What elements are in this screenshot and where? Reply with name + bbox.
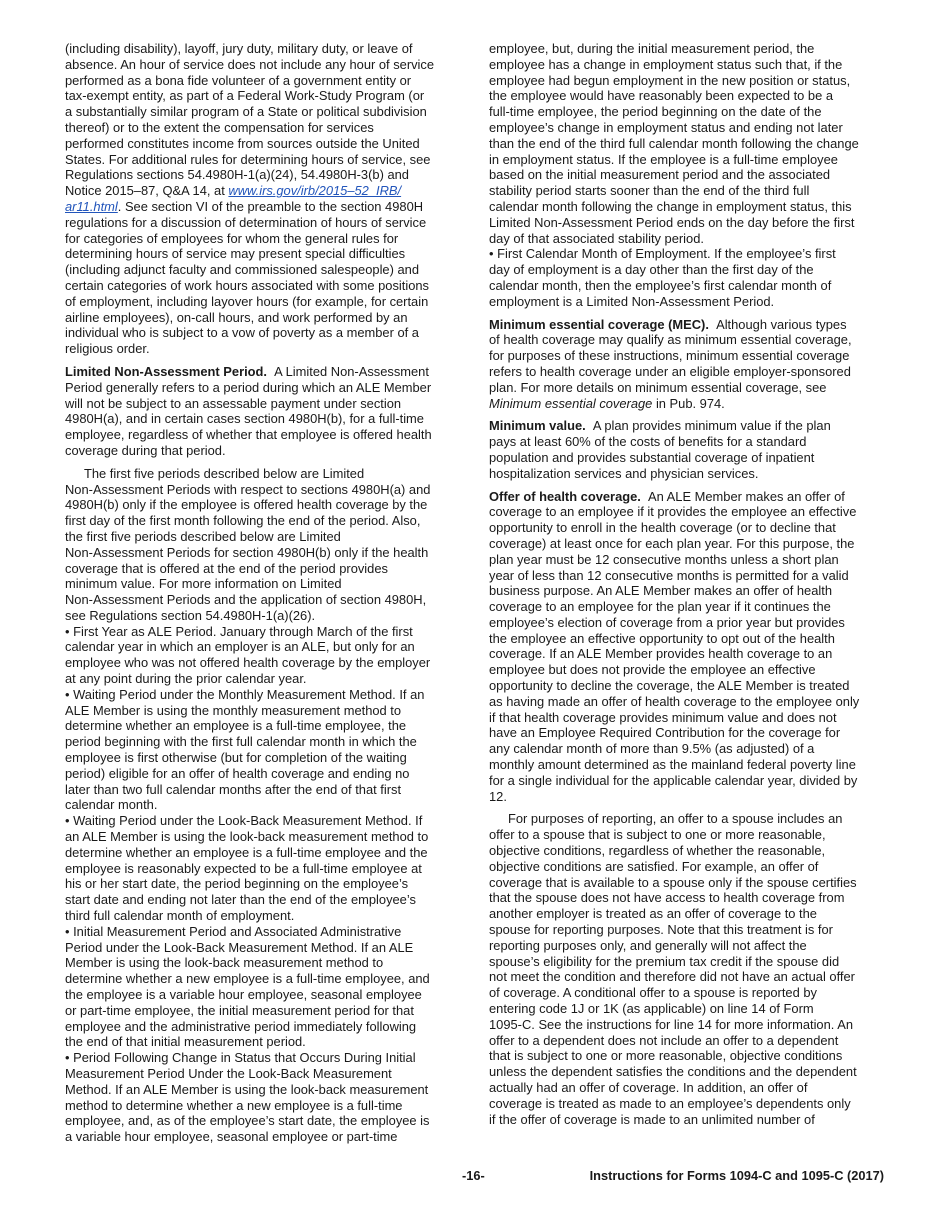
text-line: tax-exempt entity, as part of a Federal Work-Study Program (or [65,88,425,104]
lnap-lines [65,380,465,459]
text-line: opportunity to decline the coverage, the ALE Member is treated [489,678,850,694]
text-line: (including adjunct faculty and commissioned salespeople) and [65,262,419,278]
bullet-initial-measurement-period [65,924,465,1050]
text-line: absence. An hour of service does not include any hour of service [65,56,435,72]
lnap-heading: Limited Non-Assessment Period. [65,363,267,379]
text-line: thereof) or to the extent the compensation for services [65,119,374,135]
right-column [489,41,889,1127]
text-line: (including disability), layoff, jury duty, military duty, or leave of [65,41,413,56]
text-line: religious order. [65,341,150,357]
text-line: reporting purposes only, and generally will not affect the [489,937,807,953]
text-line: Non-Assessment Periods with respect to sections 4980H(a) and [65,481,431,497]
minimum-value-paragraph [489,418,889,481]
text-line: that is subject to one or more reasonable, objective conditions [489,1048,843,1064]
text-line: spouse’s eligibility for the premium tax credit if the spouse did [489,953,840,969]
text-line: day of employment is a day other than the first day of the [489,262,814,278]
text-line: refers to health coverage under an eligible employer-sponsored [489,363,851,379]
text-line: • Initial Measurement Period and Associated Administrative [65,923,402,939]
link-suffix: . See section VI of the preamble to the section 4980H [117,198,424,214]
text-line: another employer is treated as an offer of coverage to the [489,906,817,922]
link-continuation-line [65,199,465,215]
text-line: employee is first otherwise (but for completion of the waiting [65,750,407,766]
text-line: as having made an offer of health coverage to the employee only [489,693,860,709]
bullet-first-year-ale [65,624,465,687]
text-line: airline employees), on-call hours, and work performed by an [65,309,408,325]
text-line: employee’s change in employment status and ending not later [489,119,843,135]
text-line: employee has a change in employment status such that, if the [489,56,843,72]
text-line: the end of that initial measurement period. [65,1034,306,1050]
bullet-waiting-period-monthly [65,687,465,813]
text-line: any calendar month of more than 9.5% (as adjusted) of a [489,741,815,757]
text-line: employee’s election of coverage from a prior year but provides [489,614,845,630]
text-line: objective conditions are satisfied. For example, an offer of [489,858,819,874]
text-line: coverage that is available to a spouse only if the spouse certifies [489,874,857,890]
text-line: if the offer of coverage is made to an unlimited number of [489,1111,815,1127]
mec-heading: Minimum essential coverage (MEC). [489,316,709,332]
text-line: 1095-C. See the instructions for line 14 for more information. An [489,1016,853,1032]
text-line: objective conditions, regardless of whether the reasonable, [489,843,826,859]
text-line: coverage during that period. [65,442,226,458]
text-line: For purposes of reporting, an offer to a spouse includes an [508,811,843,827]
text-line: monthly amount determined as the mainland federal poverty line [489,757,856,773]
text-line: calendar month following the change in employment status, this [489,198,852,214]
text-line: coverage to an employee for the plan year if it continues the [489,599,831,615]
text-line: • Waiting Period under the Monthly Measurement Method. If an [65,686,425,702]
text-line: or part-time employee, the initial measurement period for that [65,1002,414,1018]
text-line: than the end of the third full calendar month following the change [489,135,859,151]
text-line: pays at least 60% of the costs of benefits for a standard [489,434,807,450]
text-line: hospitalization services and physician services. [489,465,759,481]
text-line: for categories of employees for whom the general rules for [65,230,399,246]
offer-heading: Offer of health coverage. [489,488,641,504]
text-line: business purpose. An ALE Member makes an offer of health [489,583,832,599]
offer-first-line: An ALE Member makes an offer of [648,488,845,504]
text-line: of health coverage may qualify as minimum essential coverage, [489,332,852,348]
text-line: employee, but, during the initial measurement period, the [489,41,815,56]
text-line: • Waiting Period under the Look-Back Measurement Method. If [65,813,423,829]
intro-lines [65,41,465,183]
text-line: employee, regardless of whether that employee is offered health [65,427,432,443]
text-line: employment is a Limited Non-Assessment Period. [489,293,775,309]
text-line: ALE Member is using the monthly measurement method to [65,702,402,718]
hours-of-service-paragraph [65,41,465,357]
offer-paragraph [489,489,889,805]
text-line: States. For additional rules for determining hours of service, see [65,151,431,167]
text-line: plan year must be 12 consecutive months unless a short plan [489,551,839,567]
text-line: • First Calendar Month of Employment. If the employee’s first [489,246,836,262]
text-line: minimum value. For more information on Limited [65,576,342,592]
text-line: entering code 1J or 1K (as applicable) on line 14 of Form [489,1001,814,1017]
text-line: plan. For more details on minimum essential coverage, see [489,379,827,395]
text-line: • Period Following Change in Status that Occurs During Initial [65,1050,416,1066]
text-line: third full calendar month of employment. [65,908,295,924]
lnap-first-line: A Limited Non-Assessment [274,363,429,379]
notice-prefix: Notice 2015–87, Q&A 14, at [65,183,229,199]
text-line: employee and the administrative period immediately following [65,1018,417,1034]
text-line: full-time employee, the period beginning on the date of the [489,104,822,120]
text-line: 4980H(a), and in certain cases section 4980H(b), for a full-time [65,411,424,427]
text-line: regulations for a discussion of determination of hours of service [65,214,427,230]
lnap-paragraph [65,364,465,459]
bullet-change-in-status [65,1050,465,1145]
text-line: a variable hour employee, seasonal employee or part-time [65,1129,398,1145]
text-line: start date and ending not later than the end of the employee’s [65,892,416,908]
bullet-first-calendar-month [489,246,889,309]
reporting-paragraph [489,811,889,1127]
document-title: Instructions for Forms 1094-C and 1095-C (2017) [589,1168,884,1183]
mec-lines [489,332,889,395]
text-line: certain categories of work hours associated with some positions [65,277,429,293]
text-line: unless the dependent satisfies the conditions and the dependent [489,1064,857,1080]
text-line: the employee is a variable hour employee, seasonal employee [65,987,422,1003]
text-line: first day of the first month following the end of the period. Also, [65,513,421,529]
text-line: • First Year as ALE Period. January through March of the first [65,623,413,639]
text-line: coverage. If an ALE Member provides health coverage to an [489,646,833,662]
mec-first-line: Although various types [716,316,847,332]
notice-link-line [65,183,465,199]
irs-irb-link[interactable]: www.irs.gov/irb/2015–52_IRB/ [228,183,402,199]
text-line: determining hours of service may present special difficulties [65,246,406,262]
text-line: Measurement Period Under the Look-Back Measurement [65,1066,392,1081]
text-line: 12. [489,788,507,804]
text-line: employee but does not provide the employee an effective [489,662,816,678]
irs-irb-link-continued[interactable]: ar11.html [65,198,118,214]
text-line: the employee would have reasonably been expected to be a [489,88,833,104]
text-line: not meet the condition and therefore did not have an actual offer [489,969,855,985]
text-line: method to determine whether a new employee is a full-time [65,1097,403,1113]
text-line: Period generally refers to a period during which an ALE Member [65,379,432,395]
text-line: period) eligible for an offer of health coverage and ending no [65,765,410,781]
page-number: -16- [462,1168,485,1183]
mec-reference: Minimum essential coverage [489,395,653,411]
text-line: 4980H(b) only if the employee is offered health coverage by the [65,497,428,513]
text-line: coverage to an employee if it provides the employee an effective [489,504,857,520]
text-line: calendar month. [65,797,158,813]
text-line: for a single individual for the applicable calendar year, divided by [489,772,858,788]
mec-reference-suffix: in Pub. 974. [652,395,725,411]
text-line: population and provides substantial coverage of inpatient [489,449,815,465]
intro-rest-lines [65,215,465,357]
text-line: that the spouse does not have access to health coverage from [489,890,845,906]
text-line: period beginning with the first full calendar month in which the [65,734,417,750]
text-line: offer to a dependent does not include an offer to a dependent [489,1032,839,1048]
text-line: calendar year in which an employer is an ALE, but only for an [65,639,415,655]
text-line: employee, and, as of the employee’s start date, the employee is [65,1113,430,1129]
text-line: stability period starts sooner than the end of the third full [489,183,810,199]
mv-heading: Minimum value. [489,418,586,434]
text-line: coverage that is offered at the end of the period provides [65,560,388,576]
text-line: individual who is subject to a vow of poverty as a member of a [65,325,419,341]
text-line: opportunity to enroll in the health coverage (or to decline that [489,520,836,536]
text-line: in employment status. If the employee is a full-time employee [489,151,838,167]
text-line: for purposes of these instructions, minimum essential coverage [489,348,850,364]
text-line: a substantially similar program of a State or political subdivision [65,104,427,120]
text-line: Period under the Look-Back Measurement Method. If an ALE [65,939,414,955]
text-line: The first five periods described below are Limited [84,465,365,481]
text-line: of employment, including layover hours (for example, for certain [65,293,429,309]
text-line: offer to a spouse that is subject to one or more reasonable, [489,827,826,843]
text-line: performed as a bona fide volunteer of a government entity or [65,72,412,88]
text-line: actually had an offer of coverage. In addition, an offer of [489,1080,808,1095]
text-line: determine whether a new employee is a full-time employee, and [65,971,430,987]
text-line: determine whether an employee is a full-time employee and the [65,844,428,860]
mv-first-line: A plan provides minimum value if the plan [592,418,831,434]
text-line: Method. If an ALE Member is using the look-back measurement [65,1081,429,1097]
text-line: coverage is treated as made to an employee’s dependents only [489,1095,851,1111]
left-column [65,41,465,1145]
mec-paragraph [489,317,889,412]
text-line: Non-Assessment Periods for section 4980H(b) only if the health [65,544,429,560]
text-line: the first five periods described below are Limited [65,528,341,544]
text-line: the employee an effective opportunity to opt out of the health [489,630,835,646]
text-line: at any point during the prior calendar year. [65,671,307,687]
text-line: performed constitutes income from sources outside the United [65,135,420,151]
change-in-status-continued [489,41,889,246]
text-line: Limited Non-Assessment Period ends on the day before the first [489,214,855,230]
five-periods-paragraph [65,466,465,624]
text-line: employee is reasonably expected to be a full-time employee at [65,860,422,876]
text-line: Member is using the look-back measurement method to [65,955,384,971]
page-footer [0,1168,950,1188]
text-line: employee had begun employment in the new position or status, [489,72,851,88]
text-line: coverage) at least once for each plan year. For this purpose, the [489,535,855,551]
text-line: if that health coverage provides minimum value and does not [489,709,837,725]
text-line: will not be subject to an assessable payment under section [65,395,402,411]
mv-lines [489,434,889,481]
text-line: of coverage. A conditional offer to a spouse is reported by [489,985,817,1001]
bullet-waiting-period-lookback [65,813,465,924]
text-line: see Regulations section 54.4980H-1(a)(26). [65,607,316,623]
text-line: later than two full calendar months after the end of that first [65,781,402,797]
text-line: Regulations sections 54.4980H-1(a)(24), 54.4980H-3(b) and [65,167,409,183]
text-line: based on the initial measurement period and the associated [489,167,831,183]
text-line: determine whether an employee is a full-time employee, the [65,718,407,734]
text-line: his or her start date, the period beginning on the employee’s [65,876,409,892]
text-line: employee who was not offered health coverage by the employer [65,655,431,671]
text-line: Non-Assessment Periods and the application of section 4980H, [65,592,427,608]
text-line: year of less than 12 consecutive months is permitted for a valid [489,567,849,583]
text-line: day of that associated stability period. [489,230,704,246]
text-line: have an Employee Required Contribution for the coverage for [489,725,841,741]
text-line: spouse for reporting purposes. Note that this treatment is for [489,922,833,938]
text-line: calendar month, then the employee’s first calendar month of [489,277,832,293]
text-line: an ALE Member is using the look-back measurement method to [65,829,429,845]
offer-lines [489,504,889,804]
